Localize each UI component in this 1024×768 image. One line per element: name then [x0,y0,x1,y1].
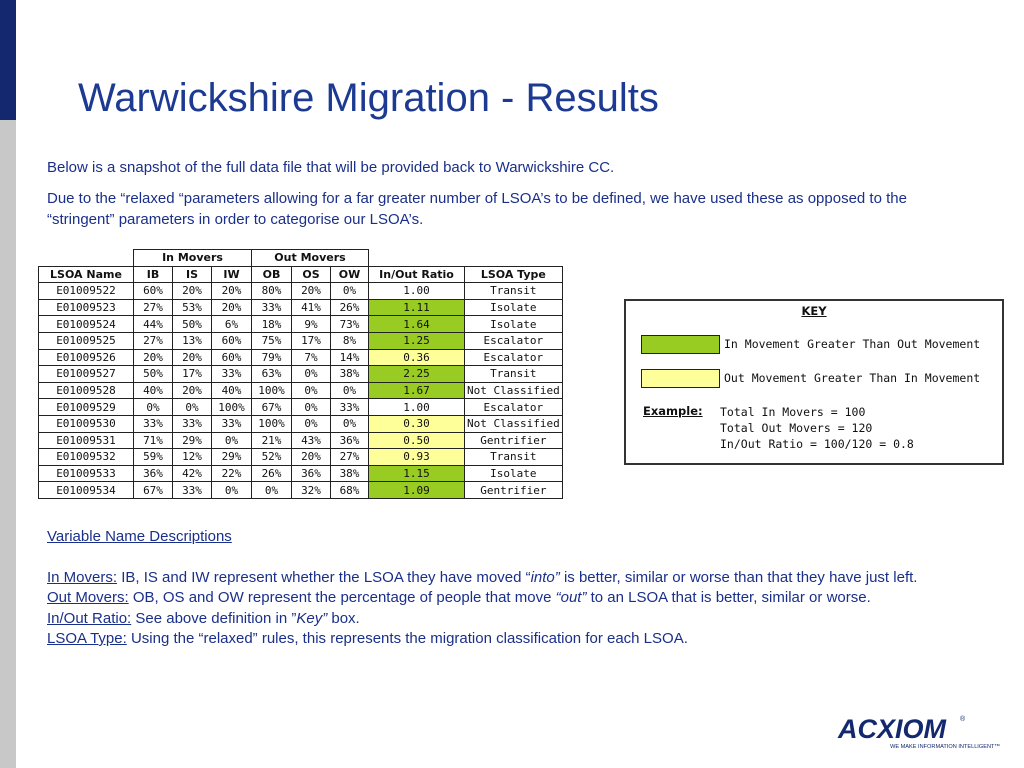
table-row [39,399,563,416]
cell-ratio: 1.11 [369,299,465,316]
cell-iw: 29% [212,449,252,466]
column-header: OB [252,266,292,283]
cell-type: Isolate [465,299,563,316]
cell-type: Not Classified [465,382,563,399]
cell-name: E01009522 [39,283,134,300]
cell-ow: 14% [331,349,369,366]
cell-ob: 63% [252,366,292,383]
cell-ib: 40% [134,382,173,399]
table-row [39,366,563,383]
cell-os: 41% [292,299,331,316]
cell-name: E01009523 [39,299,134,316]
table-row [39,349,563,366]
cell-ib: 20% [134,349,173,366]
cell-is: 33% [173,482,212,499]
cell-type: Transit [465,283,563,300]
group-spacer [369,250,563,267]
cell-is: 12% [173,449,212,466]
group-spacer [39,250,134,267]
intro-paragraph: Below is a snapshot of the full data file that will be provided back to Warwickshire CC. [47,159,615,176]
cell-name: E01009524 [39,316,134,333]
example-line: Total In Movers = 100 [720,405,866,419]
cell-ow: 68% [331,482,369,499]
cell-os: 36% [292,465,331,482]
cell-type: Escalator [465,399,563,416]
column-header: OW [331,266,369,283]
cell-ow: 0% [331,382,369,399]
ratio-emphasis: Key” [296,609,328,627]
variable-descriptions [47,527,947,650]
cell-is: 42% [173,465,212,482]
cell-ratio: 1.67 [369,382,465,399]
cell-ow: 0% [331,415,369,432]
column-header: IB [134,266,173,283]
cell-ow: 38% [331,366,369,383]
cell-ow: 38% [331,465,369,482]
yellow-swatch [641,369,720,388]
table-row [39,449,563,466]
cell-ib: 44% [134,316,173,333]
out-movers-text: OB, OS and OW represent the percentage of people that move [128,589,556,606]
cell-is: 20% [173,382,212,399]
cell-name: E01009526 [39,349,134,366]
column-header: OS [292,266,331,283]
cell-ob: 52% [252,449,292,466]
cell-ratio: 0.36 [369,349,465,366]
cell-ratio: 1.00 [369,283,465,300]
cell-iw: 20% [212,283,252,300]
table-row [39,316,563,333]
results-table [38,249,563,499]
cell-iw: 22% [212,465,252,482]
cell-ratio: 1.25 [369,332,465,349]
green-swatch [641,335,720,354]
cell-ob: 18% [252,316,292,333]
cell-ratio: 0.30 [369,415,465,432]
table-row [39,299,563,316]
cell-ib: 71% [134,432,173,449]
acxiom-logo [836,712,1006,752]
cell-ob: 75% [252,332,292,349]
example-line: Total Out Movers = 120 [720,421,873,435]
out-movers-label: Out Movers: [47,589,129,606]
cell-ib: 33% [134,415,173,432]
cell-os: 20% [292,283,331,300]
ratio-label: In/Out Ratio: [47,609,132,627]
cell-ratio: 0.93 [369,449,465,466]
yellow-legend-label: Out Movement Greater Than In Movement [724,371,981,385]
cell-name: E01009534 [39,482,134,499]
table-row [39,332,563,349]
ratio-text: See above definition in ” [131,609,297,627]
logo-registered-mark: ® [960,716,966,723]
cell-type: Not Classified [465,415,563,432]
parameters-paragraph: Due to the “relaxed “parameters allowing for a far greater number of LSOA’s to be defined, we have used these as opposed to the “stringent” parameters in order to categorise our LSOA’s. [47,190,907,228]
cell-ow: 8% [331,332,369,349]
cell-type: Gentrifier [465,432,563,449]
descriptions-heading: Variable Name Descriptions [47,528,232,545]
cell-ow: 36% [331,432,369,449]
out-movers-text: to an LSOA that is better, similar or worse. [586,589,871,606]
cell-ob: 21% [252,432,292,449]
cell-name: E01009531 [39,432,134,449]
logo-tagline: WE MAKE INFORMATION INTELLIGENT™ [890,744,1000,750]
cell-os: 9% [292,316,331,333]
cell-type: Gentrifier [465,482,563,499]
ratio-description [47,609,947,630]
key-title: KEY [801,304,827,318]
cell-iw: 33% [212,415,252,432]
type-description [47,629,947,650]
cell-iw: 0% [212,482,252,499]
cell-type: Transit [465,366,563,383]
cell-ratio: 1.00 [369,399,465,416]
table-row [39,415,563,432]
cell-ow: 26% [331,299,369,316]
cell-os: 20% [292,449,331,466]
column-header: IS [173,266,212,283]
example-label: Example: [643,404,703,418]
accent-bar [0,0,16,120]
cell-iw: 6% [212,316,252,333]
cell-name: E01009533 [39,465,134,482]
cell-ib: 50% [134,366,173,383]
cell-ib: 67% [134,482,173,499]
cell-ow: 0% [331,283,369,300]
cell-is: 13% [173,332,212,349]
cell-is: 33% [173,415,212,432]
cell-name: E01009527 [39,366,134,383]
cell-is: 53% [173,299,212,316]
table-row [39,432,563,449]
cell-ob: 26% [252,465,292,482]
cell-is: 20% [173,283,212,300]
cell-ow: 27% [331,449,369,466]
cell-is: 50% [173,316,212,333]
cell-os: 43% [292,432,331,449]
cell-name: E01009529 [39,399,134,416]
cell-ib: 60% [134,283,173,300]
cell-ow: 73% [331,316,369,333]
cell-type: Isolate [465,316,563,333]
page-title: Warwickshire Migration - Results [78,76,659,120]
cell-iw: 100% [212,399,252,416]
cell-os: 0% [292,382,331,399]
cell-ib: 59% [134,449,173,466]
cell-is: 20% [173,349,212,366]
cell-ob: 100% [252,415,292,432]
out-movers-description [47,588,947,609]
cell-ratio: 2.25 [369,366,465,383]
cell-ib: 27% [134,332,173,349]
cell-iw: 33% [212,366,252,383]
cell-os: 7% [292,349,331,366]
in-movers-text: is better, similar or worse than that they have just left. [559,568,918,586]
cell-ob: 0% [252,482,292,499]
cell-ob: 79% [252,349,292,366]
logo-wordmark: ACXIOM [838,714,946,744]
cell-type: Escalator [465,332,563,349]
table-row [39,382,563,399]
in-movers-description [47,568,947,589]
cell-name: E01009525 [39,332,134,349]
cell-type: Transit [465,449,563,466]
type-text: Using the “relaxed” rules, this represents the migration classification for each LSOA. [126,630,688,647]
cell-name: E01009532 [39,449,134,466]
column-header: In/Out Ratio [369,266,465,283]
cell-ob: 33% [252,299,292,316]
table-body [39,283,563,499]
ratio-text: box. [327,609,360,627]
cell-iw: 60% [212,332,252,349]
in-movers-label: In Movers: [47,568,118,586]
cell-os: 0% [292,415,331,432]
group-header-row [39,250,563,267]
in-movers-group-header: In Movers [134,250,252,267]
cell-ratio: 1.09 [369,482,465,499]
cell-ratio: 1.15 [369,465,465,482]
accent-rule [0,120,16,768]
out-movers-emphasis: “out” [555,589,587,606]
table-row [39,482,563,499]
cell-ob: 67% [252,399,292,416]
column-header-row [39,266,563,283]
cell-is: 29% [173,432,212,449]
cell-type: Escalator [465,349,563,366]
cell-ob: 80% [252,283,292,300]
cell-name: E01009528 [39,382,134,399]
cell-os: 32% [292,482,331,499]
column-header: LSOA Type [465,266,563,283]
green-legend-label: In Movement Greater Than Out Movement [724,337,981,351]
cell-is: 0% [173,399,212,416]
in-movers-emphasis: into” [530,568,560,586]
cell-ratio: 0.50 [369,432,465,449]
cell-is: 17% [173,366,212,383]
example-line: In/Out Ratio = 100/120 = 0.8 [720,437,914,451]
cell-iw: 0% [212,432,252,449]
type-label: LSOA Type: [47,630,127,647]
cell-ratio: 1.64 [369,316,465,333]
cell-ow: 33% [331,399,369,416]
cell-iw: 40% [212,382,252,399]
cell-os: 0% [292,399,331,416]
cell-os: 0% [292,366,331,383]
cell-ib: 0% [134,399,173,416]
out-movers-group-header: Out Movers [252,250,369,267]
cell-type: Isolate [465,465,563,482]
column-header: IW [212,266,252,283]
cell-iw: 60% [212,349,252,366]
table-row [39,283,563,300]
cell-os: 17% [292,332,331,349]
cell-iw: 20% [212,299,252,316]
cell-ib: 36% [134,465,173,482]
cell-name: E01009530 [39,415,134,432]
cell-ob: 100% [252,382,292,399]
table-row [39,465,563,482]
column-header: LSOA Name [39,266,134,283]
cell-ib: 27% [134,299,173,316]
in-movers-text: IB, IS and IW represent whether the LSOA they have moved “ [117,568,531,586]
key-box [624,299,1004,465]
